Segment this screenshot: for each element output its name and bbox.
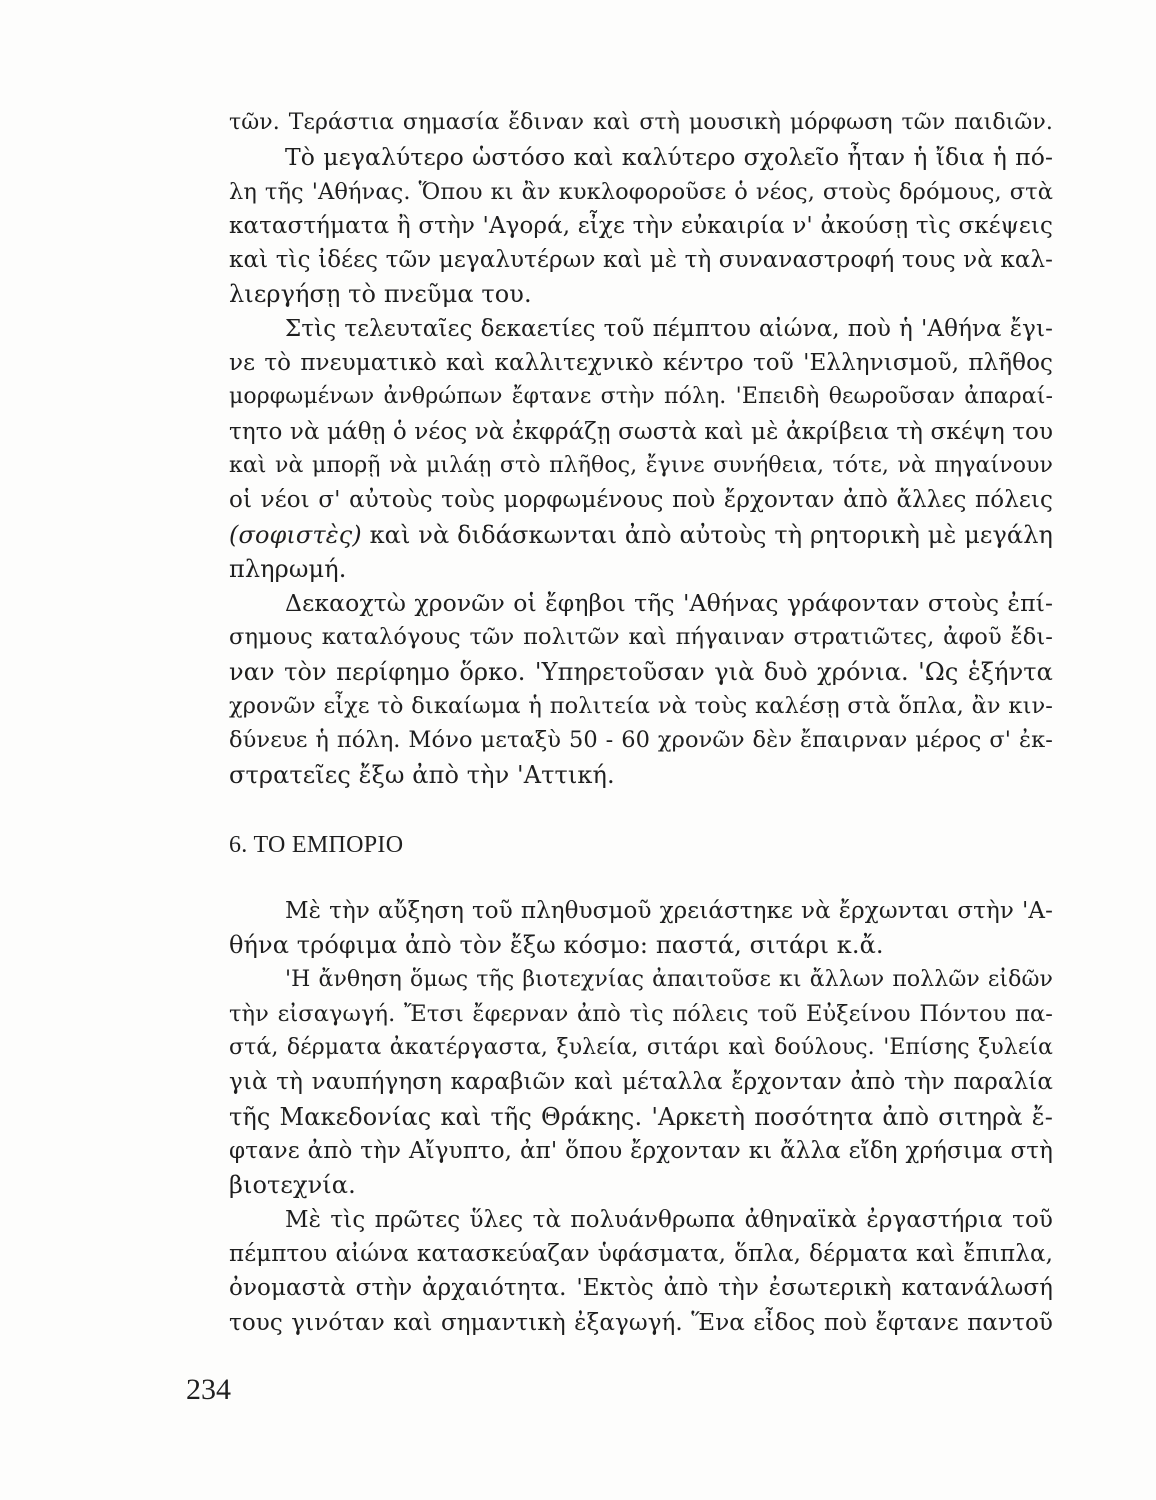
text-line: πληρωμή. — [229, 554, 347, 583]
text-line-rest: καὶ νὰ διδάσκωνται ἀπὸ αὐτοὺς τὴ ρητορικὴ μὲ μεγάλη — [369, 520, 1053, 549]
text-line: καταστήματα ἢ στὴν 'Αγορά, εἶχε τὴν εὐκαιρία ν' ἀκούσῃ τὶς σκέψεις — [229, 212, 1053, 239]
text-line: βιοτεχνία. — [229, 1171, 356, 1200]
italic-term: (σοφιστὲς) — [229, 520, 362, 549]
text-line: σημους καταλόγους τῶν πολιτῶν καὶ πήγαιναν στρατιῶτες, ἀφοῦ ἔδι- — [229, 624, 1053, 651]
text-line: τῆς Μακεδονίας καὶ τῆς Θράκης. 'Αρκετὴ ποσότητα ἀπὸ σιτηρὰ ἔ- — [229, 1102, 1053, 1131]
text-line: 'Η ἄνθηση ὅμως τῆς βιοτεχνίας ἀπαιτοῦσε κι ἄλλων πολλῶν εἰδῶν — [285, 966, 1053, 992]
text-section-commerce — [229, 894, 1053, 1340]
text-line: νε τὸ πνευματικὸ καὶ καλλιτεχνικὸ κέντρο τοῦ 'Ελληνισμοῦ, πλῆθος — [229, 350, 1053, 377]
text-line: καὶ τὶς ἰδέες τῶν μεγαλυτέρων καὶ μὲ τὴ συναναστροφή τους νὰ καλ- — [229, 247, 1053, 274]
text-line: τῶν. Τεράστια σημασία ἔδιναν καὶ στὴ μουσικὴ μόρφωση τῶν παιδιῶν. — [229, 110, 1053, 135]
text-line: τὴν εἰσαγωγή. Ἔτσι ἔφερναν ἀπὸ τὶς πόλεις τοῦ Εὐξείνου Πόντου πα- — [229, 1000, 1053, 1027]
text-line: ναν τὸν περίφημο ὅρκο. 'Υπηρετοῦσαν γιὰ δυὸ χρόνια. 'Ως ἑξήντα — [229, 657, 1053, 686]
text-line: Μὲ τὴν αὔξηση τοῦ πληθυσμοῦ χρειάστηκε νὰ ἔρχωνται στὴν 'Α- — [285, 898, 1053, 924]
text-line: χρονῶν εἶχε τὸ δικαίωμα ἡ πολιτεία νὰ τοὺς καλέσῃ στὰ ὅπλα, ἂν κιν- — [229, 693, 1053, 720]
text-line: μορφωμένων ἀνθρώπων ἔφτανε στὴν πόλη. 'Επειδὴ θεωροῦσαν ἀπαραί- — [229, 384, 1053, 410]
text-line: λιεργήσῃ τὸ πνεῦμα του. — [229, 280, 532, 309]
text-line: Μὲ τὶς πρῶτες ὕλες τὰ πολυάνθρωπα ἀθηναϊκὰ ἐργαστήρια τοῦ — [285, 1206, 1053, 1233]
text-line: τους γινόταν καὶ σημαντικὴ ἐξαγωγή. Ἕνα εἶδος ποὺ ἔφτανε παντοῦ — [229, 1309, 1053, 1336]
text-line: τητο νὰ μάθῃ ὁ νέος νὰ ἐκφράζῃ σωστὰ καὶ μὲ ἀκρίβεια τὴ σκέψη του — [229, 418, 1054, 445]
text-line: καὶ νὰ μπορῇ νὰ μιλάῃ στὸ πλῆθος, ἔγινε συνήθεια, τότε, νὰ πηγαίνουν — [229, 452, 1053, 478]
text-line: λη τῆς 'Αθήνας. Ὅπου κι ἂν κυκλοφοροῦσε ὁ νέος, στοὺς δρόμους, στὰ — [229, 178, 1053, 205]
text-line-with-italic — [229, 518, 1053, 552]
text-line: Στὶς τελευταῖες δεκαετίες τοῦ πέμπτου αἰώνα, ποὺ ἡ 'Αθήνα ἔγι- — [285, 315, 1053, 342]
text-line: οἱ νέοι σ' αὐτοὺς τοὺς μορφωμένους ποὺ ἔρχονταν ἀπὸ ἄλλες πόλεις — [229, 487, 1053, 514]
text-line: δύνευε ἡ πόλη. Μόνο μεταξὺ 50 - 60 χρονῶν δὲν ἔπαιρναν μέρος σ' ἐκ- — [229, 727, 1053, 754]
text-section-education — [229, 106, 1053, 792]
text-line: στά, δέρματα ἀκατέργαστα, ξυλεία, σιτάρι καὶ δούλους. 'Επίσης ξυλεία — [229, 1035, 1053, 1061]
text-line: φτανε ἀπὸ τὴν Αἴγυπτο, ἀπ' ὅπου ἔρχονταν κι ἄλλα εἴδη χρήσιμα στὴ — [229, 1138, 1053, 1165]
text-line: Δεκαοχτὼ χρονῶν οἱ ἔφηβοι τῆς 'Αθήνας γράφονταν στοὺς ἐπί- — [285, 589, 1053, 618]
text-line: πέμπτου αἰώνα κατασκεύαζαν ὑφάσματα, ὅπλα, δέρματα καὶ ἔπιπλα, — [229, 1240, 1053, 1267]
text-line: Τὸ μεγαλύτερο ὡστόσο καὶ καλύτερο σχολεῖο ἦταν ἡ ἴδια ἡ πό- — [285, 143, 1053, 172]
text-line: γιὰ τὴ ναυπήγηση καραβιῶν καὶ μέταλλα ἔρχονταν ἀπὸ τὴν παραλία — [229, 1069, 1053, 1096]
section-heading: 6. ΤΟ ΕΜΠΟΡΙΟ — [229, 832, 404, 858]
page-number: 234 — [186, 1373, 231, 1406]
text-line: θήνα τρόφιμα ἀπὸ τὸν ἔξω κόσμο: παστά, σιτάρι κ.ἄ. — [229, 931, 884, 960]
text-line: ὀνομαστὰ στὴν ἀρχαιότητα. 'Εκτὸς ἀπὸ τὴν ἐσωτερικὴ κατανάλωσή — [229, 1275, 1053, 1302]
text-line: στρατεῖες ἔξω ἀπὸ τὴν 'Αττική. — [229, 760, 615, 789]
